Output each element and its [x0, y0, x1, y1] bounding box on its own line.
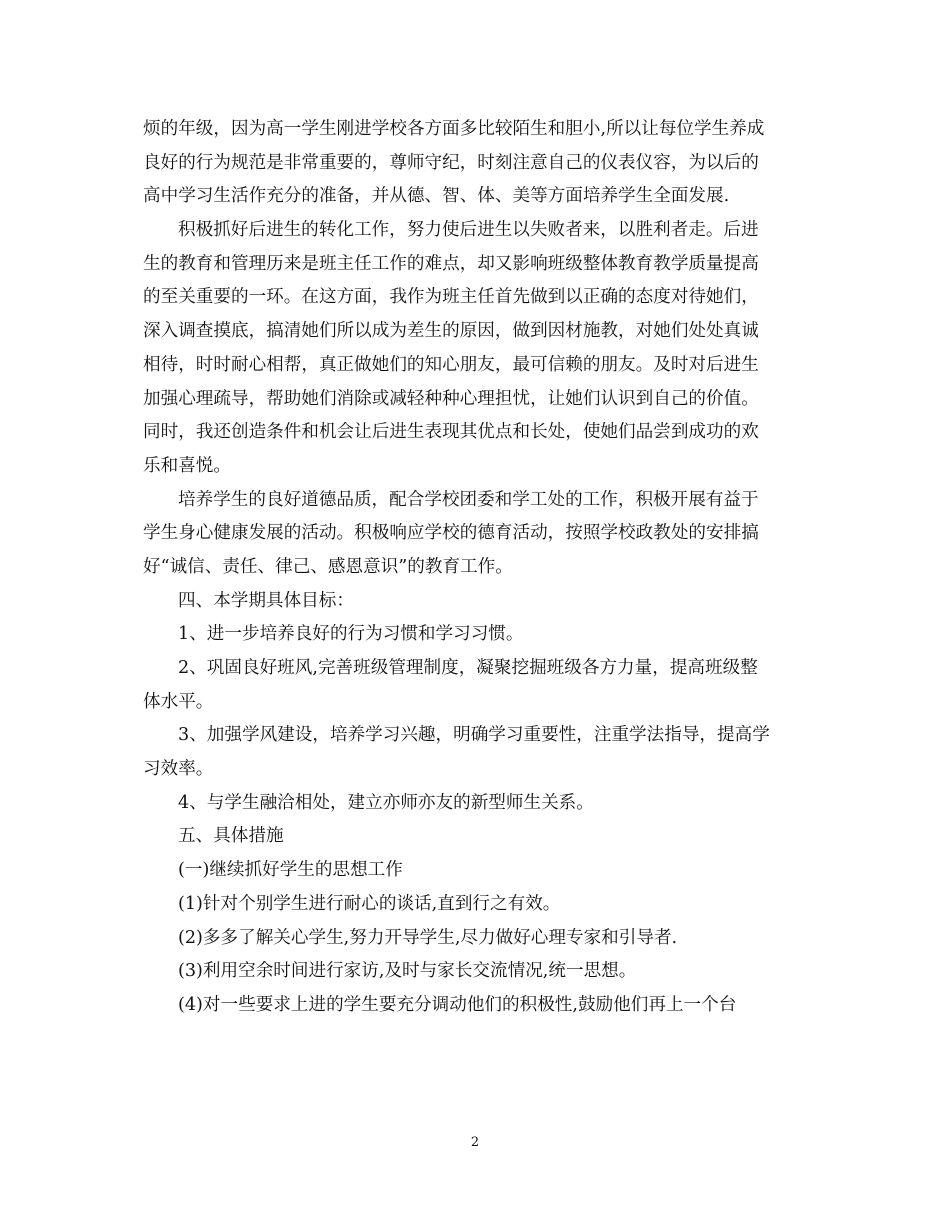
text-line: 习效率。	[143, 759, 214, 780]
text-line: 良好的行为规范是非常重要的，尊师守纪，时刻注意自己的仪表仪容，为以后的	[143, 152, 759, 173]
text-line: (2)多多了解关心学生,努力开导学生,尽力做好心理专家和引导者.	[178, 927, 678, 948]
text-line: 四、本学期具体目标：	[178, 590, 354, 611]
text-line: 乐和喜悦。	[143, 455, 231, 476]
text-line: 深入调查摸底，搞清她们所以成为差生的原因，做到因材施教，对她们处处真诚	[143, 321, 759, 342]
text-line: 相待，时时耐心相帮，真正做她们的知心朋友，最可信赖的朋友。及时对后进生	[143, 354, 759, 375]
text-line: (1)针对个别学生进行耐心的谈话,直到行之有效。	[178, 893, 561, 914]
page-number: 2	[470, 1135, 480, 1150]
text-line: 2、巩固良好班风,完善班级管理制度，凝聚挖掘班级各方力量，提高班级整	[178, 658, 758, 678]
text-line: 学生身心健康发展的活动。积极响应学校的德育活动，按照学校政教处的安排搞	[143, 523, 759, 544]
text-line: 4、与学生融洽相处，建立亦师亦友的新型师生关系。	[178, 792, 594, 813]
text-line: 体水平。	[143, 691, 214, 712]
body-text	[143, 113, 813, 1023]
text-line: 高中学习生活作充分的准备，并从德、智、体、美等方面培养学生全面发展.	[143, 186, 730, 207]
text-line: 五、具体措施	[178, 826, 284, 847]
text-line: 烦的年级，因为高一学生刚进学校各方面多比较陌生和胆小,所以让每位学生养成	[143, 119, 765, 139]
text-line: 同时，我还创造条件和机会让后进生表现其优点和长处，使她们品尝到成功的欢	[143, 422, 759, 443]
text-line: 3、加强学风建设，培养学习兴趣，明确学习重要性，注重学法指导，提高学	[178, 725, 770, 746]
text-line: 1、进一步培养良好的行为习惯和学习习惯。	[178, 624, 524, 645]
text-line: 培养学生的良好道德品质，配合学校团委和学工处的工作，积极开展有益于	[178, 489, 759, 510]
text-line: 生的教育和管理历来是班主任工作的难点，却又影响班级整体教育教学质量提高	[143, 253, 759, 274]
text-line: 好“诚信、责任、律己、感恩意识”的教育工作。	[143, 556, 513, 577]
text-line: (3)利用空余时间进行家访,及时与家长交流情况,统一思想。	[178, 961, 637, 982]
text-line: (一)继续抓好学生的思想工作	[178, 860, 403, 881]
text-line: (4)对一些要求上进的学生要充分调动他们的积极性,鼓励他们再上一个台	[178, 994, 737, 1015]
text-line: 的至关重要的一环。在这方面，我作为班主任首先做到以正确的态度对待她们，	[143, 287, 759, 308]
text-line: 加强心理疏导，帮助她们消除或减轻种种心理担忧，让她们认识到自己的价值。	[143, 388, 759, 409]
text-line: 积极抓好后进生的转化工作，努力使后进生以失败者来，以胜利者走。后进	[178, 220, 759, 241]
